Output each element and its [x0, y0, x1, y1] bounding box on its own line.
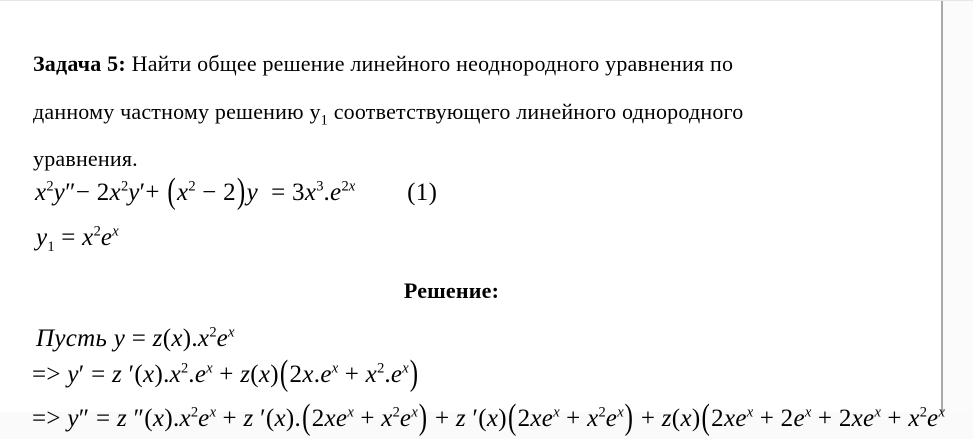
document-page	[0, 1, 945, 438]
problem-text-line-2-pre: данному частному решению y	[33, 99, 321, 124]
solution-second-derivative-formula: => y″ = z $''(x).x^2e^x + z$ $'(x).(2xe^x + x^2e^x) + z$ $'(x)(2xe^x + x^2e^x) + z(x)(2xe^x + 2e^x + 2xe^x + x^2e^x$	[32, 398, 945, 438]
equation-main-formula: $x^2y''- 2x^2y'+ (x^2 - 2)y = 3x^3.e^{2x}$	[35, 172, 356, 212]
equation-number: (1)	[407, 179, 438, 206]
problem-text-line-1: Найти общее решение линейного неоднородного уравнения по	[125, 51, 734, 76]
problem-statement-line-3	[33, 146, 138, 172]
solution-first-derivative-line	[32, 354, 419, 394]
solution-assume-line	[36, 325, 234, 353]
solution-heading: Решение:	[403, 278, 500, 303]
problem-label: Задача 5:	[33, 51, 126, 76]
solution-second-derivative-line	[32, 398, 945, 438]
y1-subscript: 1	[320, 112, 329, 129]
problem-text-line-2-post: соответствующего линейного однородного	[328, 99, 744, 124]
problem-statement-line-2	[33, 99, 744, 129]
problem-statement-line-1	[33, 51, 733, 77]
page-margin-area	[945, 1, 973, 412]
equation-particular-formula: $y_1 = x^2e^x$	[36, 223, 119, 255]
solution-assume-formula: Пусть $y = z(x).x^2e^x$	[36, 324, 235, 352]
solution-first-derivative-formula: => y′ = z $'(x).x^2.e^x + z(x)(2x.e^x + x^2.e^x)$	[32, 354, 419, 394]
equation-main	[35, 172, 438, 212]
problem-text-line-3: уравнения.	[33, 146, 138, 171]
equation-particular-solution	[36, 223, 119, 255]
